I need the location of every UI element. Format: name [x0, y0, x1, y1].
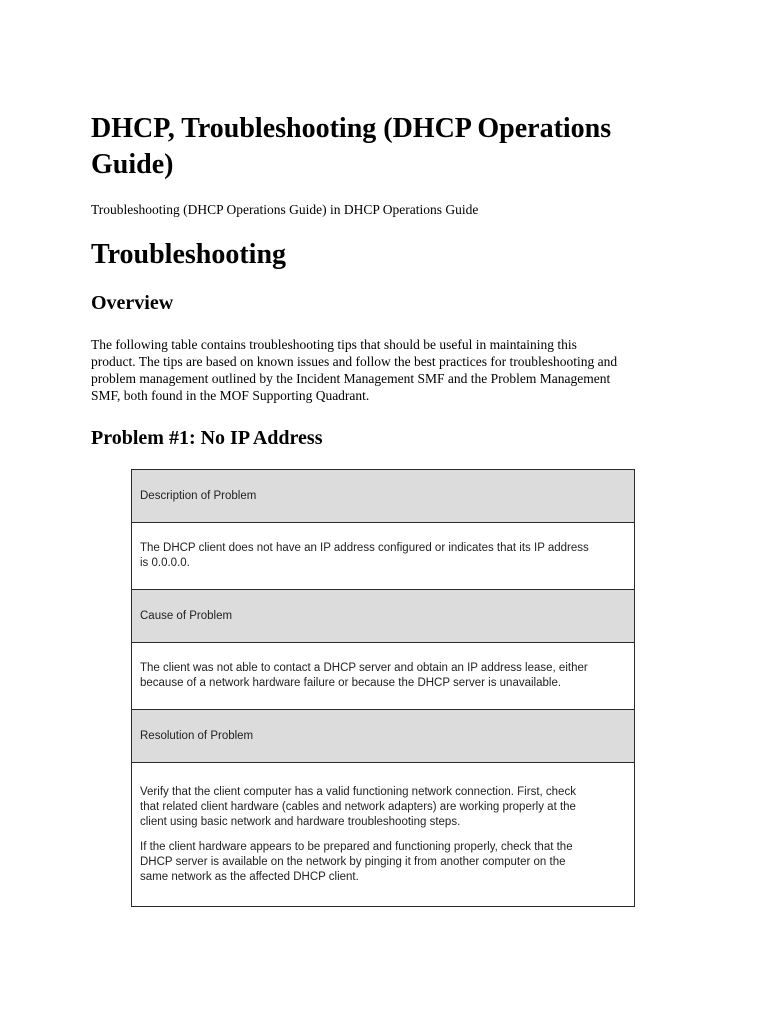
description-text-line: The DHCP client does not have an IP address configured or indicates that its IP address — [140, 542, 589, 554]
resolution-text-line: that related client hardware (cables and network adapters) are working properly at the — [140, 800, 576, 813]
intro-line: The following table contains troubleshooting tips that should be useful in maintaining this — [91, 337, 577, 352]
resolution-label: Resolution of Problem — [140, 729, 254, 742]
resolution-header-row — [132, 710, 634, 763]
cause-text-line: because of a network hardware failure or because the DHCP server is unavailable. — [140, 677, 562, 689]
intro-paragraph — [91, 336, 691, 404]
resolution-text-line: If the client hardware appears to be prepared and functioning properly, check that the — [140, 840, 573, 853]
resolution-paragraph — [140, 785, 626, 830]
resolution-paragraph — [140, 840, 626, 885]
resolution-row — [132, 763, 634, 906]
section-heading: Troubleshooting — [91, 239, 287, 270]
document-title: DHCP, Troubleshooting (DHCP Operations Guide) — [91, 113, 612, 180]
resolution-text-line: same network as the affected DHCP client. — [140, 870, 359, 883]
intro-line: problem management outlined by the Incident Management SMF and the Problem Management — [91, 371, 611, 386]
resolution-text-line: DHCP server is available on the network by pinging it from another computer on the — [140, 855, 566, 868]
resolution-text-line: Verify that the client computer has a valid functioning network connection. First, check — [140, 785, 576, 798]
breadcrumb: Troubleshooting (DHCP Operations Guide) in DHCP Operations Guide — [91, 202, 479, 217]
description-text-line: is 0.0.0.0. — [140, 557, 190, 569]
problem-heading: Problem #1: No IP Address — [91, 427, 323, 449]
resolution-text-line: client using basic network and hardware troubleshooting steps. — [140, 815, 461, 828]
description-row — [132, 523, 634, 590]
cause-row — [132, 643, 634, 710]
intro-line: SMF, both found in the MOF Supporting Quadrant. — [91, 388, 370, 403]
overview-heading: Overview — [91, 292, 174, 314]
cause-label: Cause of Problem — [140, 609, 233, 622]
cause-header-row — [132, 590, 634, 643]
description-header-row — [132, 470, 634, 523]
cause-text-line: The client was not able to contact a DHCP server and obtain an IP address lease, either — [140, 662, 588, 674]
intro-line: product. The tips are based on known issues and follow the best practices for troubleshooting and — [91, 354, 618, 369]
problem-table — [131, 469, 635, 907]
description-label: Description of Problem — [140, 489, 257, 502]
